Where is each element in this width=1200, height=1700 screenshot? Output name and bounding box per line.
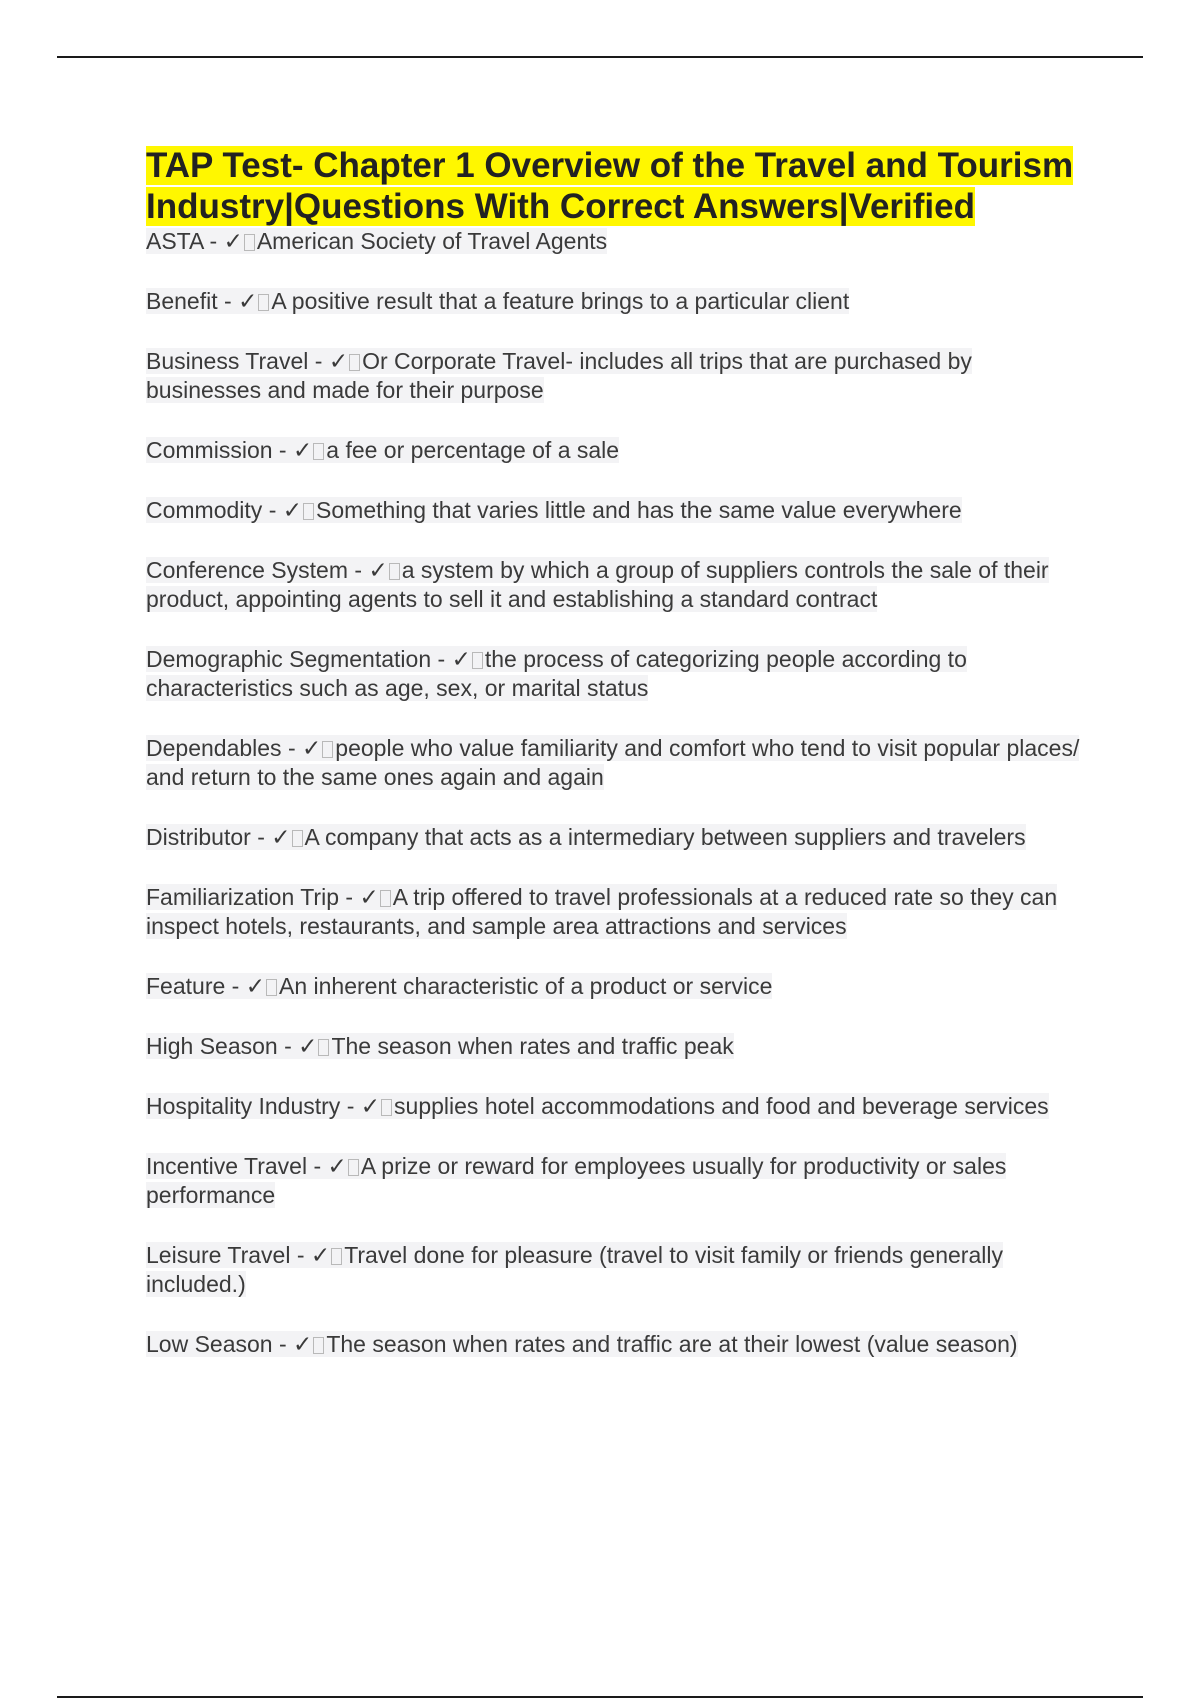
entry-definition: Travel done for pleasure (travel to visit family or friends generally included.) (146, 1242, 1003, 1297)
missing-glyph-box-icon (322, 741, 333, 758)
missing-glyph-box-icon (313, 1337, 324, 1354)
entry-separator: - (340, 1093, 361, 1119)
entry-definition: The season when rates and traffic are at their lowest (value season) (326, 1331, 1018, 1357)
entry-definition: a fee or percentage of a sale (326, 437, 620, 463)
document-title (146, 145, 1086, 227)
entry-definition: A prize or reward for employees usually for productivity or sales performance (146, 1153, 1007, 1208)
entry-separator: - (277, 1033, 299, 1059)
flashcard-entry (146, 1330, 1086, 1359)
entry-separator: - (217, 288, 239, 314)
checkmark-icon: ✓ (451, 646, 471, 672)
entry-separator: - (431, 646, 452, 672)
flashcard-entry (146, 1092, 1086, 1121)
flashcard-entry (146, 227, 1086, 256)
entry-separator: - (203, 228, 224, 254)
checkmark-icon: ✓ (368, 557, 388, 583)
entry-term: Business Travel (146, 348, 309, 374)
entry-separator: - (308, 348, 329, 374)
flashcard-entry (146, 734, 1086, 792)
checkmark-icon: ✓ (293, 1331, 313, 1357)
entry-separator: - (262, 497, 283, 523)
checkmark-icon: ✓ (292, 437, 313, 463)
entry-separator: - (347, 557, 369, 583)
checkmark-icon: ✓ (302, 735, 322, 761)
entry-definition: supplies hotel accommodations and food and beverage services (394, 1093, 1049, 1119)
flashcard-entry (146, 1152, 1086, 1210)
entry-definition: a system by which a group of suppliers controls the sale of their product, appointing agents to sell it and establishing a standard contract (146, 557, 1049, 612)
entry-term: Commission (146, 437, 273, 463)
missing-glyph-box-icon (472, 652, 483, 669)
entry-term: High Season (146, 1033, 278, 1059)
flashcard-entry (146, 287, 1086, 316)
flashcard-entry (146, 972, 1086, 1001)
entry-definition: A positive result that a feature brings to a particular client (271, 288, 850, 314)
missing-glyph-box-icon (381, 1099, 392, 1116)
entry-definition: A trip offered to travel professionals at a reduced rate so they can inspect hotels, restaurants, and sample area attractions and services (146, 884, 1058, 939)
entry-term: Feature (146, 973, 226, 999)
missing-glyph-box-icon (318, 1039, 329, 1056)
checkmark-icon: ✓ (238, 288, 258, 314)
entry-definition: An inherent characteristic of a product or service (279, 973, 773, 999)
entry-definition: American Society of Travel Agents (256, 228, 608, 254)
entry-term: Dependables (146, 735, 282, 761)
entry-definition: A company that acts as a intermediary between suppliers and travelers (304, 824, 1026, 850)
flashcard-entry (146, 1241, 1086, 1299)
entry-term: Familiarization Trip (146, 884, 339, 910)
entry-separator: - (250, 824, 272, 850)
flashcard-entry (146, 883, 1086, 941)
missing-glyph-box-icon (349, 354, 360, 371)
checkmark-icon: ✓ (245, 973, 265, 999)
flashcard-entry (146, 1032, 1086, 1061)
entry-separator: - (290, 1242, 311, 1268)
missing-glyph-box-icon (348, 1159, 359, 1176)
entry-term: Conference System (146, 557, 348, 583)
checkmark-icon: ✓ (359, 884, 379, 910)
entry-definition: Something that varies little and has the same value everywhere (316, 497, 962, 523)
entry-separator: - (272, 1331, 294, 1357)
entry-term: Leisure Travel (146, 1242, 291, 1268)
entry-term: Hospitality Industry (146, 1093, 341, 1119)
flashcard-list (146, 227, 1086, 1359)
checkmark-icon: ✓ (360, 1093, 381, 1119)
flashcard-entry (146, 347, 1086, 405)
entry-term: Distributor (146, 824, 251, 850)
entry-separator: - (339, 884, 360, 910)
top-divider (57, 56, 1143, 58)
checkmark-icon: ✓ (271, 824, 291, 850)
entry-separator: - (225, 973, 246, 999)
checkmark-icon: ✓ (327, 1153, 347, 1179)
missing-glyph-box-icon (292, 830, 303, 847)
entry-definition: The season when rates and traffic peak (331, 1033, 734, 1059)
entry-separator: - (307, 1153, 328, 1179)
checkmark-icon: ✓ (328, 348, 349, 374)
entry-term: Incentive Travel (146, 1153, 308, 1179)
checkmark-icon: ✓ (282, 497, 303, 523)
entry-term: ASTA (146, 228, 204, 254)
checkmark-icon: ✓ (298, 1033, 318, 1059)
flashcard-entry (146, 823, 1086, 852)
checkmark-icon: ✓ (310, 1242, 331, 1268)
missing-glyph-box-icon (266, 979, 277, 996)
entry-term: Benefit (146, 288, 218, 314)
missing-glyph-box-icon (258, 294, 269, 311)
flashcard-entry (146, 556, 1086, 614)
entry-term: Commodity (146, 497, 263, 523)
entry-term: Demographic Segmentation (146, 646, 432, 672)
entry-definition: people who value familiarity and comfort who tend to visit popular places/ and return to the same ones again and again (146, 735, 1080, 790)
flashcard-entry (146, 436, 1086, 465)
missing-glyph-box-icon (380, 890, 391, 907)
missing-glyph-box-icon (313, 443, 324, 460)
entry-separator: - (281, 735, 303, 761)
entry-definition: the process of categorizing people according to characteristics such as age, sex, or marital status (146, 646, 967, 701)
flashcard-entry (146, 496, 1086, 525)
missing-glyph-box-icon (303, 503, 314, 520)
checkmark-icon: ✓ (223, 228, 243, 254)
title-highlight: TAP Test- Chapter 1 Overview of the Travel and Tourism Industry|Questions With Correct Answers|Verified (146, 146, 1074, 226)
bottom-divider (57, 1696, 1143, 1698)
missing-glyph-box-icon (331, 1248, 342, 1265)
missing-glyph-box-icon (244, 234, 255, 251)
entry-term: Low Season (146, 1331, 273, 1357)
document-body (146, 145, 1086, 1390)
flashcard-entry (146, 645, 1086, 703)
entry-separator: - (272, 437, 293, 463)
missing-glyph-box-icon (389, 563, 400, 580)
entry-definition: Or Corporate Travel- includes all trips that are purchased by businesses and made for their purpose (146, 348, 972, 403)
